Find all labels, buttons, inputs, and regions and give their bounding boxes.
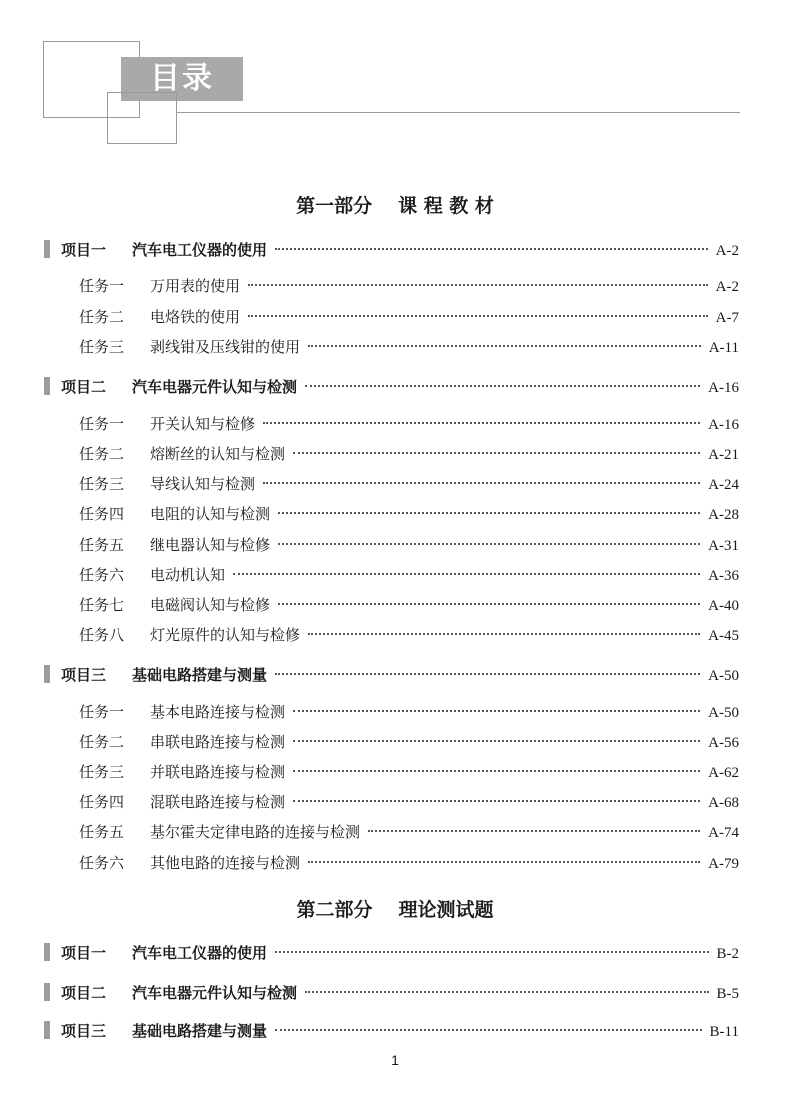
dot-leader	[293, 800, 700, 802]
toc-task-entry[interactable]	[79, 851, 739, 875]
part-heading	[0, 193, 790, 219]
task-code: 任务八	[79, 626, 125, 644]
task-title: 剥线钳及压线钳的使用	[150, 338, 301, 356]
dot-leader	[278, 603, 700, 605]
project-code: 项目一	[61, 241, 107, 259]
project-marker-bar	[44, 240, 50, 258]
dot-leader	[368, 830, 700, 832]
page-ref: A-11	[708, 340, 739, 356]
toc-task-entry[interactable]	[79, 502, 739, 526]
task-code: 任务四	[79, 793, 125, 811]
dot-leader	[275, 673, 700, 675]
task-code: 任务二	[79, 445, 125, 463]
dot-leader	[293, 740, 700, 742]
project-marker-bar	[44, 377, 50, 395]
task-code: 任务五	[79, 536, 125, 554]
dot-leader	[233, 573, 700, 575]
task-title: 电阻的认知与检测	[150, 505, 271, 523]
project-code: 项目二	[61, 984, 107, 1002]
dot-leader	[278, 543, 700, 545]
dot-leader	[308, 345, 701, 347]
dot-leader	[248, 315, 708, 317]
task-title: 灯光原件的认知与检修	[150, 626, 301, 644]
task-title: 基本电路连接与检测	[150, 703, 286, 721]
page-ref: A-50	[708, 668, 739, 684]
task-code: 任务二	[79, 308, 125, 326]
task-code: 任务一	[79, 703, 125, 721]
dot-leader	[305, 385, 700, 387]
toc-project-entry[interactable]	[61, 941, 739, 965]
part-number: 第二部分	[296, 899, 373, 921]
dot-leader	[275, 951, 708, 953]
page-ref: A-36	[708, 568, 739, 584]
task-code: 任务七	[79, 596, 125, 614]
dot-leader	[308, 861, 700, 863]
task-title: 基尔霍夫定律电路的连接与检测	[150, 823, 361, 841]
project-code: 项目三	[61, 1022, 107, 1040]
task-code: 任务一	[79, 277, 125, 295]
page-ref: A-74	[708, 825, 739, 841]
project-title: 基础电路搭建与测量	[132, 1022, 268, 1040]
toc-task-entry[interactable]	[79, 760, 739, 784]
page-ref: B-2	[716, 946, 739, 962]
page-ref: A-62	[708, 765, 739, 781]
page-ref: A-2	[715, 243, 739, 259]
project-marker-bar	[44, 983, 50, 1001]
page-ref: A-16	[708, 380, 739, 396]
header-rule	[177, 112, 740, 113]
project-title: 基础电路搭建与测量	[132, 666, 268, 684]
project-title: 汽车电工仪器的使用	[132, 944, 268, 962]
toc-task-entry[interactable]	[79, 533, 739, 557]
task-code: 任务三	[79, 475, 125, 493]
project-marker-bar	[44, 943, 50, 961]
toc-task-entry[interactable]	[79, 790, 739, 814]
page-ref: A-68	[708, 795, 739, 811]
dot-leader	[263, 482, 700, 484]
page-number: 1	[391, 1052, 399, 1068]
task-title: 万用表的使用	[150, 277, 241, 295]
part-name: 课 程 教 材	[398, 195, 494, 217]
toc-project-entry[interactable]	[61, 375, 739, 399]
toc-task-entry[interactable]	[79, 700, 739, 724]
toc-project-entry[interactable]	[61, 238, 739, 262]
task-code: 任务六	[79, 566, 125, 584]
task-title: 继电器认知与检修	[150, 536, 271, 554]
task-title: 混联电路连接与检测	[150, 793, 286, 811]
page-ref: A-24	[708, 477, 739, 493]
task-title: 其他电路的连接与检测	[150, 854, 301, 872]
task-code: 任务三	[79, 763, 125, 781]
part-name: 理论测试题	[398, 899, 494, 921]
toc-project-entry[interactable]	[61, 663, 739, 687]
project-code: 项目三	[61, 666, 107, 684]
task-code: 任务二	[79, 733, 125, 751]
page-ref: B-11	[709, 1024, 739, 1040]
task-title: 导线认知与检测	[150, 475, 256, 493]
toc-task-entry[interactable]	[79, 623, 739, 647]
toc-task-entry[interactable]	[79, 472, 739, 496]
dot-leader	[278, 512, 700, 514]
toc-task-entry[interactable]	[79, 593, 739, 617]
project-title: 汽车电器元件认知与检测	[132, 378, 298, 396]
task-code: 任务五	[79, 823, 125, 841]
task-code: 任务一	[79, 415, 125, 433]
task-title: 开关认知与检修	[150, 415, 256, 433]
page-ref: B-5	[716, 986, 739, 1002]
project-marker-bar	[44, 1021, 50, 1039]
task-code: 任务四	[79, 505, 125, 523]
toc-task-entry[interactable]	[79, 563, 739, 587]
dot-leader	[293, 452, 700, 454]
page-ref: A-40	[708, 598, 739, 614]
page-ref: A-28	[708, 507, 739, 523]
dot-leader	[293, 770, 700, 772]
toc-project-entry[interactable]	[61, 981, 739, 1005]
toc-task-entry[interactable]	[79, 820, 739, 844]
page-ref: A-56	[708, 735, 739, 751]
dot-leader	[275, 1029, 702, 1031]
page-ref: A-79	[708, 856, 739, 872]
toc-project-entry[interactable]	[61, 1019, 739, 1043]
task-title: 熔断丝的认知与检测	[150, 445, 286, 463]
task-title: 电磁阀认知与检修	[150, 596, 271, 614]
dot-leader	[275, 248, 708, 250]
part-heading	[0, 897, 790, 923]
project-code: 项目一	[61, 944, 107, 962]
dot-leader	[308, 633, 700, 635]
dot-leader	[263, 422, 700, 424]
toc-task-entry[interactable]	[79, 305, 739, 329]
dot-leader	[305, 991, 708, 993]
task-title: 并联电路连接与检测	[150, 763, 286, 781]
task-title: 电烙铁的使用	[150, 308, 241, 326]
project-code: 项目二	[61, 378, 107, 396]
toc-task-entry[interactable]	[79, 442, 739, 466]
project-title: 汽车电器元件认知与检测	[132, 984, 298, 1002]
page-ref: A-16	[708, 417, 739, 433]
task-title: 串联电路连接与检测	[150, 733, 286, 751]
page-ref: A-31	[708, 538, 739, 554]
page-ref: A-50	[708, 705, 739, 721]
page-ref: A-2	[715, 279, 739, 295]
part-number: 第一部分	[296, 195, 373, 217]
task-code: 任务六	[79, 854, 125, 872]
task-code: 任务三	[79, 338, 125, 356]
toc-task-entry[interactable]	[79, 412, 739, 436]
page-title: 目录	[150, 61, 214, 96]
page-ref: A-7	[715, 310, 739, 326]
page-ref: A-21	[708, 447, 739, 463]
toc-task-entry[interactable]	[79, 274, 739, 298]
dot-leader	[293, 710, 700, 712]
dot-leader	[248, 284, 708, 286]
project-marker-bar	[44, 665, 50, 683]
toc-task-entry[interactable]	[79, 730, 739, 754]
project-title: 汽车电工仪器的使用	[132, 241, 268, 259]
task-title: 电动机认知	[150, 566, 226, 584]
toc-task-entry[interactable]	[79, 335, 739, 359]
page-ref: A-45	[708, 628, 739, 644]
